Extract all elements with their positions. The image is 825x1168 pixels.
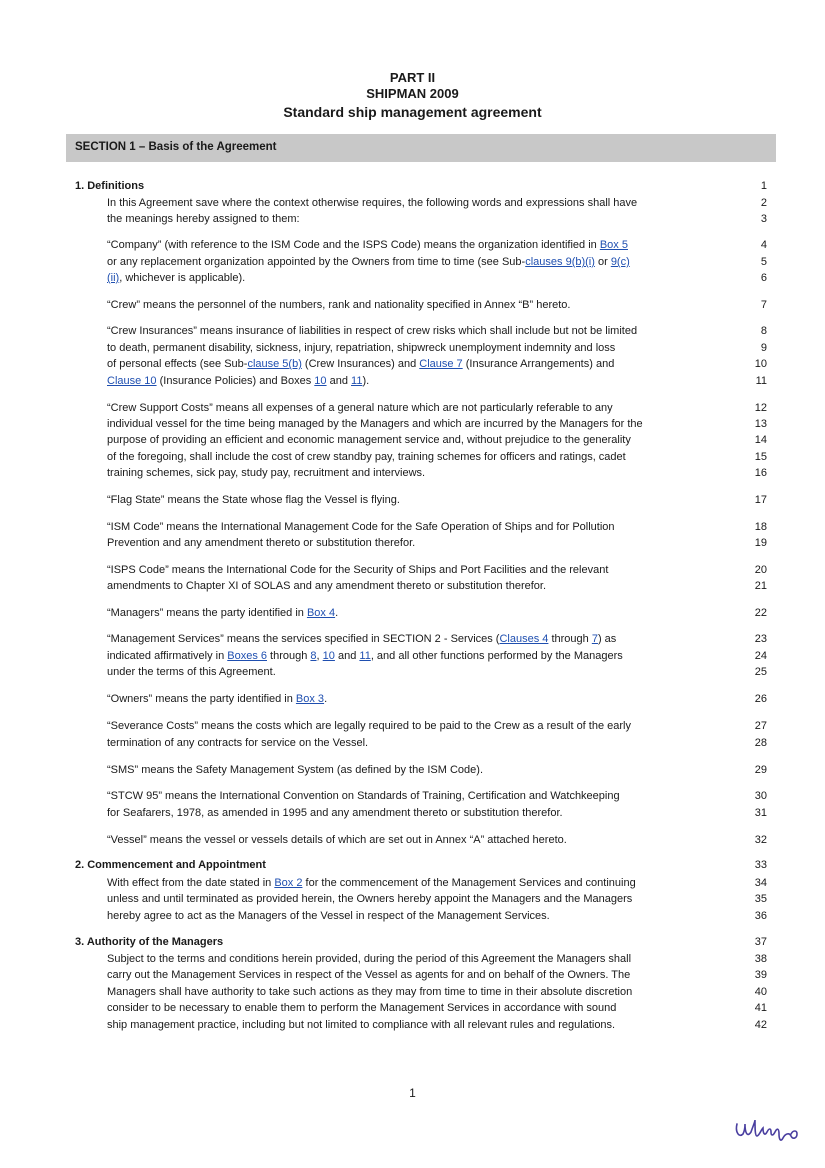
clause-text-line: ship management practice, including but not limited to compliance with all relevant rules and regulations. [107, 1019, 616, 1031]
clause-text-line: “Managers” means the party identified in Box 4. [107, 607, 339, 619]
clause-reference-link[interactable]: 7 [591, 633, 598, 645]
line-number: 26 [754, 693, 767, 705]
line-number: 24 [754, 650, 767, 662]
clause-reference-link[interactable]: Box 3 [295, 693, 325, 705]
clause-reference-link[interactable]: clauses 9(b)(i) [525, 256, 595, 268]
line-number: 30 [754, 790, 767, 802]
clause-text-line: of personal effects (see Sub-clause 5(b) (Crew Insurances) and Clause 7 (Insurance Arrangements) and [107, 358, 615, 370]
clause-reference-link[interactable]: 10 [314, 375, 327, 387]
clause-text-line: consider to be necessary to enable them to perform the Management Services in accordance with sound [107, 1002, 617, 1014]
line-number: 32 [754, 834, 767, 846]
clause-text-line: hereby agree to act as the Managers of the Vessel in respect of the Management Services. [107, 910, 550, 922]
line-number: 42 [754, 1019, 767, 1031]
line-number: 11 [755, 375, 767, 387]
clause-reference-link[interactable]: Clauses 4 [499, 633, 549, 645]
clause-text-line: Managers shall have authority to take such actions as they may from time to time in their absolute discretion [107, 986, 633, 998]
line-number: 3 [760, 213, 767, 225]
line-number: 34 [754, 877, 767, 889]
clause-text-line: “STCW 95” means the International Convention on Standards of Training, Certification and Watchkeeping [107, 790, 620, 802]
section-title: SECTION 1 – Basis of the Agreement [75, 141, 277, 153]
clause-text-line: “ISPS Code” means the International Code for the Security of Ships and Port Facilities and the relevant [107, 564, 609, 576]
clause-reference-link[interactable]: Boxes 6 [227, 650, 267, 662]
line-number: 10 [754, 358, 767, 370]
clause-reference-link[interactable]: Clause 10 [107, 375, 157, 387]
line-number: 33 [754, 859, 767, 871]
line-number: 29 [754, 764, 767, 776]
clause-text-line: termination of any contracts for service on the Vessel. [107, 737, 369, 749]
clause-text-line: “Crew Support Costs” means all expenses of a general nature which are not particularly referable to any [107, 402, 613, 414]
line-number: 38 [754, 953, 767, 965]
clause-text-line: “Crew” means the personnel of the numbers, rank and nationality specified in Annex “B” hereto. [107, 299, 571, 311]
clause-heading: 1. Definitions [75, 180, 145, 192]
clause-text-line: purpose of providing an efficient and economic management service and, without prejudice to the generality [107, 434, 631, 446]
line-number: 40 [754, 986, 767, 998]
line-number: 37 [754, 936, 767, 948]
clause-reference-link[interactable]: 11 [359, 650, 371, 662]
line-number: 2 [760, 197, 767, 209]
clause-reference-link[interactable]: Box 2 [274, 877, 303, 889]
line-number: 41 [754, 1002, 767, 1014]
line-number: 22 [754, 607, 767, 619]
clause-reference-link[interactable]: 10 [322, 650, 335, 662]
clause-heading: 2. Commencement and Appointment [75, 859, 266, 871]
clause-text-line: “Management Services” means the services specified in SECTION 2 - Services (Clauses 4 through 7) as [107, 633, 617, 645]
clause-text-line: to death, permanent disability, sickness, injury, repatriation, shipwreck unemployment indemnity and loss [107, 342, 616, 354]
clause-text-line: Subject to the terms and conditions herein provided, during the period of this Agreement the Managers shall [107, 953, 632, 965]
clause-reference-link[interactable]: Clause 7 [419, 358, 463, 370]
clause-text-line: Clause 10 (Insurance Policies) and Boxes 10 and 11). [107, 375, 370, 387]
line-number: 28 [754, 737, 767, 749]
clause-text-line: unless and until terminated as provided herein, the Owners hereby appoint the Managers and the Managers [107, 893, 633, 905]
line-number: 19 [754, 537, 767, 549]
clause-text-line: “Severance Costs” means the costs which are legally required to be paid to the Crew as a result of the early [107, 720, 631, 732]
line-number: 35 [754, 893, 767, 905]
line-number: 31 [754, 807, 767, 819]
line-number: 27 [754, 720, 767, 732]
clause-text-line: or any replacement organization appointed by the Owners from time to time (see Sub-clauses 9(b)(i) or 9(c) [107, 256, 630, 268]
line-number: 7 [760, 299, 767, 311]
clause-reference-link[interactable]: clause 5(b) [247, 358, 302, 370]
part-label: PART II [389, 70, 436, 85]
line-number: 25 [754, 666, 767, 678]
form-name: SHIPMAN 2009 [366, 86, 459, 101]
clause-text-line: individual vessel for the time being managed by the Managers and which are incurred by the Managers for the [107, 418, 643, 430]
line-number: 6 [760, 272, 767, 284]
line-number: 1 [760, 180, 767, 192]
clause-text-line: Prevention and any amendment thereto or substitution therefor. [107, 537, 416, 549]
clause-text-line: “Crew Insurances” means insurance of liabilities in respect of crew risks which shall include but not be limited [107, 325, 638, 337]
line-number: 20 [754, 564, 767, 576]
clause-text-line: of the foregoing, shall include the cost of crew standby pay, training schemes for officers and ratings, cadet [107, 451, 626, 463]
line-number: 9 [760, 342, 767, 354]
line-number: 5 [760, 256, 767, 268]
clause-text-line: With effect from the date stated in Box 2 for the commencement of the Management Services and continuing [107, 877, 636, 889]
line-number: 16 [754, 467, 767, 479]
line-number: 14 [754, 434, 767, 446]
page-number: 1 [409, 1086, 416, 1100]
clause-reference-link[interactable]: (ii) [107, 272, 120, 284]
clause-reference-link[interactable]: 9(c) [610, 256, 630, 268]
clause-text-line: (ii), whichever is applicable). [107, 272, 246, 284]
clause-text-line: “Owners” means the party identified in Box 3. [107, 693, 328, 705]
line-number: 17 [754, 494, 767, 506]
clause-heading: 3. Authority of the Managers [75, 936, 224, 948]
line-number: 36 [754, 910, 767, 922]
clause-text-line: In this Agreement save where the context otherwise requires, the following words and expressions shall have [107, 197, 638, 209]
handwritten-initials-signature [733, 1116, 803, 1146]
clause-text-line: “Flag State” means the State whose flag the Vessel is flying. [107, 494, 400, 506]
clause-text-line: training schemes, sick pay, study pay, recruitment and interviews. [107, 467, 426, 479]
document-title: Standard ship management agreement [283, 104, 542, 120]
line-number: 39 [754, 969, 767, 981]
clause-text-line: “Company” (with reference to the ISM Code and the ISPS Code) means the organization identified in Box 5 [107, 239, 628, 251]
clause-reference-link[interactable]: Box 4 [306, 607, 336, 619]
line-number: 8 [760, 325, 767, 337]
section-header-bar [66, 134, 776, 162]
line-number: 4 [760, 239, 767, 251]
clause-text-line: carry out the Management Services in respect of the Vessel as agents for and on behalf of the Owners. The [107, 969, 631, 981]
clause-text-line: “ISM Code” means the International Management Code for the Safe Operation of Ships and for Pollution [107, 521, 615, 533]
line-number: 15 [754, 451, 767, 463]
clause-text-line: indicated affirmatively in Boxes 6 through 8, 10 and 11, and all other functions performed by the Managers [107, 650, 623, 662]
line-number: 23 [754, 633, 767, 645]
clause-text-line: for Seafarers, 1978, as amended in 1995 and any amendment thereto or substitution therefor. [107, 807, 563, 819]
clause-reference-link[interactable]: 11 [351, 375, 363, 387]
clause-reference-link[interactable]: 8 [310, 650, 317, 662]
clause-text-line: amendments to Chapter XI of SOLAS and any amendment thereto or substitution therefor. [107, 580, 547, 592]
clause-text-line: “Vessel” means the vessel or vessels details of which are set out in Annex “A” attached hereto. [107, 834, 567, 846]
line-number: 12 [754, 402, 767, 414]
line-number: 18 [754, 521, 767, 533]
line-number: 21 [754, 580, 767, 592]
clause-reference-link[interactable]: Box 5 [599, 239, 628, 251]
clause-text-line: under the terms of this Agreement. [107, 666, 276, 678]
clause-text-line: the meanings hereby assigned to them: [107, 213, 300, 225]
line-number: 13 [754, 418, 767, 430]
clause-text-line: “SMS” means the Safety Management System (as defined by the ISM Code). [107, 764, 484, 776]
